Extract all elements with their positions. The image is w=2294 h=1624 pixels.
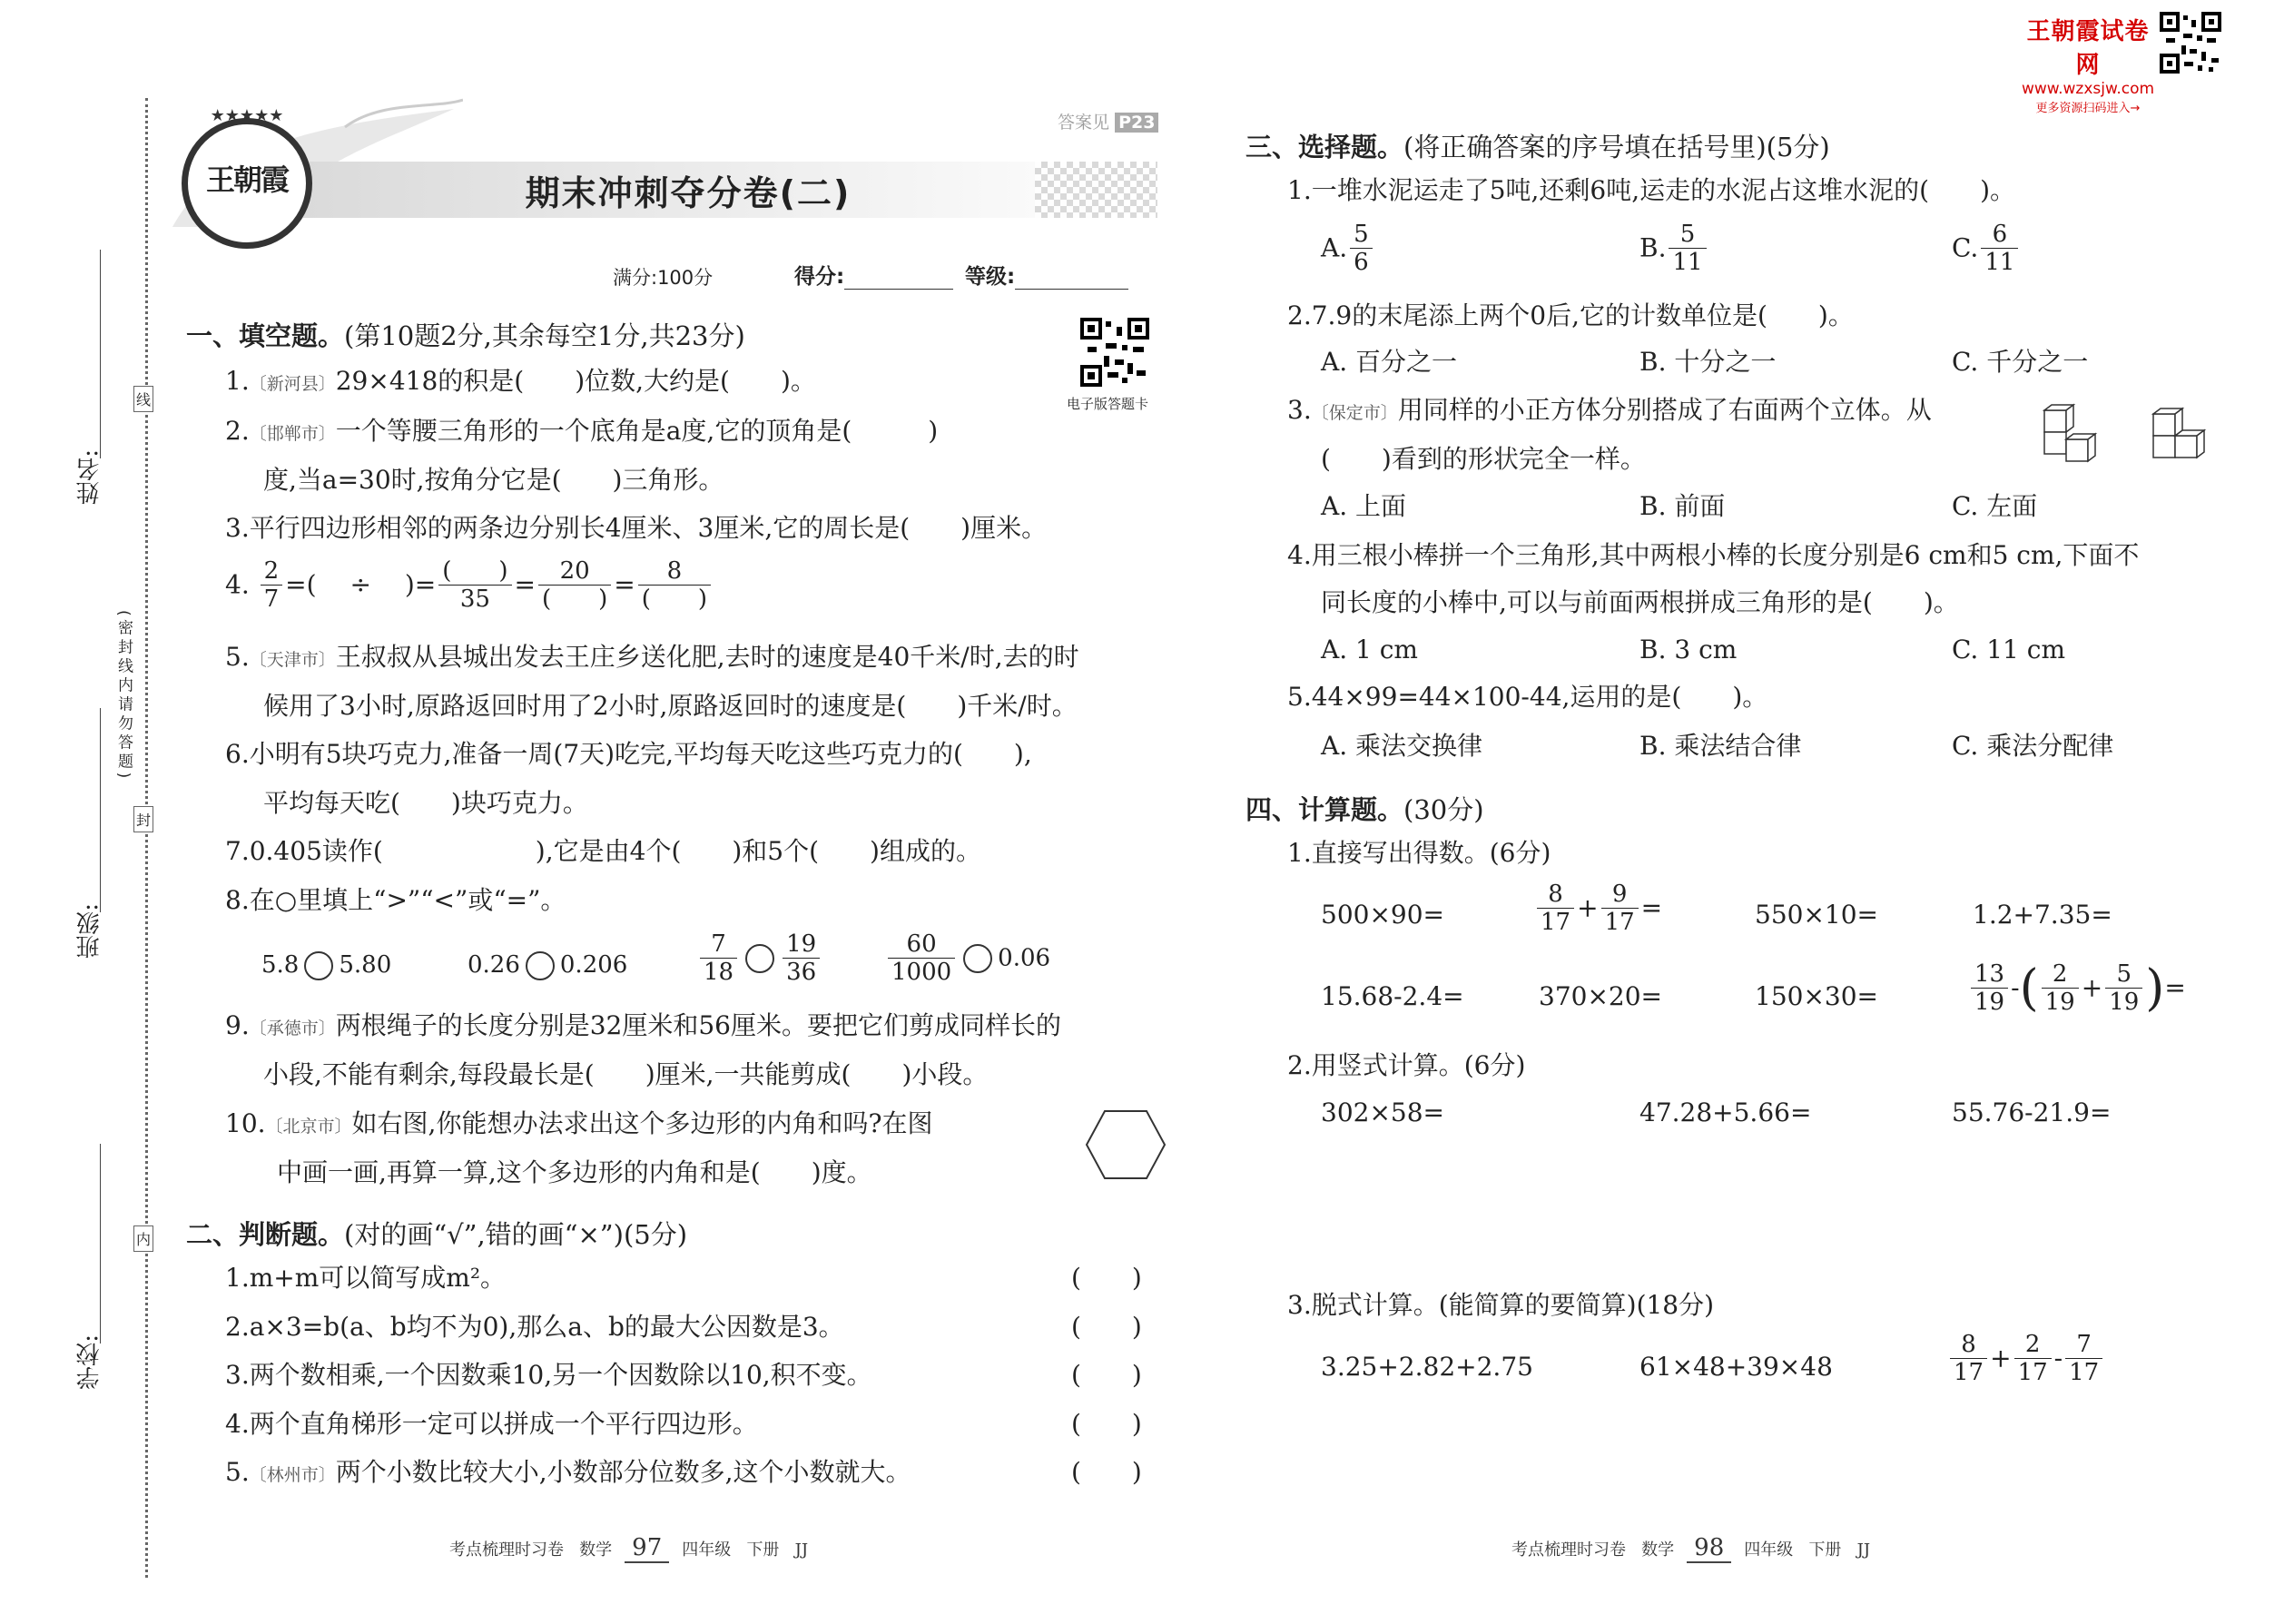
q-tag: 〔新河县〕 [249,374,336,394]
q-num: 3. [1287,1290,1312,1320]
judge-answer-paren[interactable]: ( ) [1071,1311,1142,1342]
q-num: 4. [1287,540,1312,570]
s3-q5-option-c[interactable]: C. 乘法分配律 [1952,731,2114,761]
fraction [1350,221,1373,276]
section1-heading: 一、填空题。 [186,320,345,351]
section3-title [1245,127,1830,164]
compare-value: 0.06 [998,944,1051,972]
banner-checker [1035,162,1157,218]
s3-q3-option-b[interactable]: B. 前面 [1639,491,1726,521]
q-num: 2. [1287,1050,1312,1080]
numerator: 5 [1350,221,1373,249]
footer-subject: 数学 [1641,1540,1675,1560]
q-text: 小明有5块巧克力,准备一周(7天)吃完,平均每天吃这些巧克力的( ), [249,739,1032,769]
q-tag: 〔保定市〕 [1311,403,1398,423]
judge-item [225,1456,911,1491]
denominator: 35 [459,586,490,613]
compare-value: 0.206 [559,951,628,979]
answer-ref [1058,109,1158,133]
binding-mark-bottom: 内 [133,1225,153,1252]
s3-q5 [1287,681,1767,714]
s1-q10 [225,1107,932,1143]
equals-sign: = [614,569,635,600]
answer-ref-page: P23 [1115,113,1158,133]
q-text: 一堆水泥运走了5吨,还剩6吨,运走的水泥占这堆水泥的( )。 [1311,175,2015,205]
footer-series: 考点梳理时习卷 [1511,1540,1626,1560]
q-tag: 〔林州市〕 [249,1465,336,1485]
brand-site: www.wzxsjw.com [2021,80,2155,98]
q-text: 两个数相乘,一个因数乘10,另一个因数除以10,积不变。 [249,1360,872,1390]
answer-ref-label: 答案见 [1058,113,1110,133]
denominator: 1000 [891,959,952,986]
page-title: 期末冲刺夺分卷(二) [525,173,852,213]
denominator: 18 [704,959,734,986]
compare-circle[interactable] [526,951,555,980]
s3-q3-line2: ( )看到的形状完全一样。 [1321,444,1646,474]
s1-q9 [225,1009,1061,1045]
option-letter: C. [1952,232,1979,263]
compare-circle[interactable] [304,951,333,980]
section3-heading: 三、选择题。 [1245,132,1404,162]
s3-q1-option-a[interactable] [1321,221,1375,276]
fraction [888,930,955,986]
full-score: 满分:100分 [613,267,714,289]
s1-q2 [225,415,938,450]
s3-q2-option-b[interactable]: B. 十分之一 [1639,347,1777,377]
q-tag: 〔邯郸市〕 [249,424,336,444]
s4-p2-e1: 302×58= [1321,1097,1444,1127]
s3-q1-option-c[interactable] [1952,221,2021,276]
section4-note: (30分) [1403,794,1484,825]
seal-note: (密封线内请勿答题) [114,610,133,782]
name-label: 姓名: [76,449,103,505]
s1-q1 [225,365,816,400]
denominator: ( ) [541,586,608,613]
q-text: m+m可以简写成m²。 [249,1263,507,1293]
s3-q4-option-b[interactable]: B. 3 cm [1639,635,1738,664]
s3-q2 [1287,300,1854,332]
q-num: 1. [1287,838,1312,868]
brand-name: 王朝霞试卷网 [2026,18,2150,79]
s3-q5-option-b[interactable]: B. 乘法结合律 [1639,731,1802,761]
equals-sign: = [514,569,536,600]
judge-answer-paren[interactable]: ( ) [1071,1360,1142,1390]
compare-value: 5.80 [339,951,392,979]
numerator: 7 [700,930,737,959]
option-letter: B. [1639,232,1667,263]
s3-q4-option-a[interactable]: A. 1 cm [1321,635,1418,664]
s3-q3-option-a[interactable]: A. 上面 [1321,491,1407,521]
numerator: 5 [1669,221,1706,249]
q-num: 5. [225,1457,250,1487]
denominator: 19 [2109,989,2140,1016]
denominator: 19 [1974,989,2005,1016]
brand-scan-hint: 更多资源扫码进入→ [2035,102,2141,115]
fraction [783,930,820,986]
footer-edition: JJ [1856,1540,1871,1560]
logo-stars-icon: ★★★★★ [210,106,284,125]
fraction [700,930,737,986]
judge-answer-paren[interactable]: ( ) [1071,1263,1142,1293]
s4-p1-e4: 1.2+7.35= [1973,900,2112,930]
hexagon-figure-icon [1085,1109,1167,1180]
section4-title [1245,790,1484,827]
footer-edition: JJ [794,1540,809,1560]
compare-circle[interactable] [963,944,992,973]
q-num: 3. [225,1360,250,1390]
q-tag: 〔天津市〕 [249,650,336,670]
s4-p2 [1287,1049,1525,1082]
q-text: 平行四边形相邻的两条边分别长4厘米、3厘米,它的周长是( )厘米。 [249,513,1048,543]
fraction [538,557,611,613]
s1-q9-line2: 小段,不能有剩余,每段最长是( )厘米,一共能剪成( )小段。 [263,1059,989,1089]
q-num: 3. [225,513,250,543]
answer-sheet-qr-icon[interactable] [1080,318,1149,387]
fraction [1981,221,2018,276]
denominator: 11 [1984,249,2015,276]
brand-block [2020,13,2156,115]
denominator: 36 [786,959,817,986]
q-num: 6. [225,739,250,769]
equals-sign: = [1640,892,1663,923]
equals-sign: = [2164,972,2186,1003]
judge-item [225,1262,506,1297]
q-num: 5. [225,642,250,672]
s4-p3-e1: 3.25+2.82+2.75 [1321,1352,1533,1382]
fraction [638,557,711,613]
numerator: 8 [1950,1331,1987,1359]
section2-note: (对的画“√”,错的画“×”)(5分) [344,1219,688,1250]
s3-q5-option-a[interactable]: A. 乘法交换律 [1321,731,1483,761]
denominator: 7 [263,586,280,613]
option-letter: A. [1321,232,1348,263]
right-paren-icon: ) [2145,959,2165,1017]
denominator: 11 [1672,249,1703,276]
q-text: 用三根小棒拼一个三角形,其中两根小棒的长度分别是6 cm和5 cm,下面不 [1311,540,2140,570]
score-blank[interactable] [844,261,953,290]
s3-q1-option-b[interactable] [1639,221,1709,276]
q-text: 两个小数比较大小,小数部分位数多,这个小数就大。 [335,1457,911,1487]
grade-blank[interactable] [1015,261,1128,290]
minus-sign: - [2053,1343,2063,1373]
denominator: 19 [2044,989,2075,1016]
s3-q4-option-c[interactable]: C. 11 cm [1952,635,2065,664]
fraction [1950,1331,1987,1386]
numerator: 2 [2042,960,2079,989]
q-text: 0.405读作( ),它是由4个( )和5个( )组成的。 [249,836,981,866]
s4-p2-e3: 55.76-21.9= [1952,1097,2112,1127]
s4-p1-e3: 550×10= [1755,900,1878,930]
score-label: 得分: [794,265,845,289]
s4-p1-e2 [1534,881,1662,936]
q-text: 29×418的积是( )位数,大约是( )。 [335,366,816,396]
footer-series: 考点梳理时习卷 [449,1540,564,1560]
s4-p1-e6: 370×20= [1539,981,1662,1011]
qr-caption: 电子版答题卡 [1067,396,1149,412]
s3-q2-option-c[interactable]: C. 千分之一 [1952,347,2089,377]
q-text: 直接写出得数。(6分) [1311,838,1551,868]
section2-title [186,1215,687,1252]
s4-p1-e7: 150×30= [1755,981,1878,1011]
denominator: 17 [1541,909,1571,936]
denominator: 17 [2017,1359,2048,1386]
q-num: 2. [1287,300,1312,330]
plus-sign: + [2081,972,2103,1003]
q-text: 脱式计算。(能简算的要简算)(18分) [1311,1290,1715,1320]
q-num: 1. [1287,175,1312,205]
fraction [1971,960,2008,1016]
section3-note: (将正确答案的序号填在括号里)(5分) [1403,132,1830,162]
s3-q4 [1287,539,2139,572]
cube-stack-right-icon [2151,405,2233,468]
denominator: 17 [1604,909,1635,936]
school-line [100,1144,101,1343]
s1-q7 [225,835,981,868]
judge-item [225,1408,758,1443]
denominator: 6 [1354,249,1369,276]
numerator: 5 [2105,960,2142,989]
cube-stack-left-icon [2043,403,2115,467]
s3-q3-option-c[interactable]: C. 左面 [1952,491,2038,521]
q-num: 4. [225,1408,250,1439]
q-text: 44×99=44×100-44,运用的是( )。 [1311,682,1768,712]
binding-dashed-line [145,98,148,1578]
s4-p3-e3 [1947,1331,2105,1386]
fraction [2065,1331,2102,1386]
section1-title [186,316,745,353]
section2-heading: 二、判断题。 [186,1219,345,1250]
s1-q8-compare-c [697,930,822,986]
school-label: 学校: [76,1334,103,1390]
score-field[interactable] [794,260,953,290]
left-paren-icon: ( [2019,959,2039,1017]
fraction [438,557,511,613]
numerator: 13 [1971,960,2008,989]
s1-q8-compare-d [885,930,1050,986]
q-num: 7. [225,836,250,866]
q-num: 1. [225,366,250,396]
s4-p1 [1287,837,1551,870]
q-num: 4. [225,569,250,600]
fraction [1601,881,1639,936]
s4-p2-e2: 47.28+5.66= [1639,1097,1812,1127]
s3-q4-line2: 同长度的小棒中,可以与前面两根拼成三角形的是( )。 [1321,587,1959,617]
footer-grade: 四年级 [1744,1540,1794,1560]
s3-q3 [1287,394,1932,429]
binding-mark-middle: 封 [133,806,153,832]
footer-right [1511,1534,1870,1563]
s3-q1 [1287,174,2015,207]
numerator: 8 [1537,881,1574,909]
s4-p1-e8 [1968,960,2186,1016]
page-number: 98 [1687,1534,1731,1563]
q-num: 1. [225,1263,250,1293]
judge-answer-paren[interactable]: ( ) [1071,1408,1142,1439]
s1-q8 [225,884,566,917]
s1-q10-line2: 中画一画,再算一算,这个多边形的内角和是( )度。 [277,1157,872,1187]
q-text: 两根绳子的长度分别是32厘米和56厘米。要把它们剪成同样长的 [335,1010,1061,1040]
minus-sign: - [2011,972,2020,1003]
q-tag: 〔承德市〕 [249,1019,336,1038]
plus-sign: + [1577,892,1599,923]
footer-grade: 四年级 [682,1540,732,1560]
footer-volume: 下册 [1808,1540,1842,1560]
footer-left [449,1534,808,1563]
logo-text: 王朝霞 [205,162,288,197]
judge-answer-paren[interactable]: ( ) [1071,1457,1142,1487]
numerator: 8 [638,557,711,586]
q-num: 2. [225,1311,250,1342]
name-line [100,250,101,458]
fraction [2042,960,2079,1016]
footer-volume: 下册 [746,1540,780,1560]
fraction [2014,1331,2052,1386]
q-text: =( ÷ )= [285,569,437,600]
q-text: 在○里填上“>”“<”或“=”。 [249,885,566,915]
q-num: 10. [225,1108,266,1138]
s1-q5 [225,641,1079,676]
q-text: a×3=b(a、b均不为0),那么a、b的最大公因数是3。 [249,1311,844,1342]
grade-field[interactable] [965,260,1128,290]
numerator: 2 [261,557,283,586]
s1-q8-compare-b [468,949,627,981]
plus-sign: + [1990,1343,2012,1373]
q-num: 5. [1287,682,1312,712]
s4-p1-e1: 500×90= [1321,900,1444,930]
fraction [1669,221,1706,276]
q-text: 两个直角梯形一定可以拼成一个平行四边形。 [249,1408,758,1439]
numerator: ( ) [438,557,511,586]
q-text: 如右图,你能想办法求出这个多边形的内角和吗?在图 [351,1108,933,1138]
q-text: 7.9的末尾添上两个0后,它的计数单位是( )。 [1311,300,1854,330]
denominator: 17 [1954,1359,1984,1386]
q-text: 王叔叔从县城出发去王庄乡送化肥,去时的速度是40千米/时,去的时 [335,642,1079,672]
s1-q5-line2: 候用了3小时,原路返回时用了2小时,原路返回时的速度是( )千米/时。 [263,691,1078,721]
grade-label: 等级: [965,265,1016,289]
footer-subject: 数学 [579,1540,613,1560]
numerator: 7 [2065,1331,2102,1359]
judge-item [225,1311,844,1346]
class-line [100,708,101,912]
s4-p1-e5: 15.68-2.4= [1321,981,1464,1011]
s1-q6 [225,738,1032,771]
binding-mark-top: 线 [133,386,153,412]
section4-heading: 四、计算题。 [1245,794,1404,825]
s1-q2-line2: 度,当a=30时,按角分它是( )三角形。 [263,465,724,495]
s1-q4 [225,557,714,613]
compare-value: 5.8 [261,951,300,979]
q-tag: 〔北京市〕 [265,1117,352,1137]
s1-q8-compare-a [261,949,391,981]
section1-note: (第10题2分,其余每空1分,共23分) [344,320,745,351]
s1-q6-line2: 平均每天吃( )块巧克力。 [263,788,588,818]
denominator: 17 [2069,1359,2100,1386]
judge-item [225,1359,872,1394]
denominator: ( ) [641,586,708,613]
page-number: 97 [625,1534,669,1563]
q-text: 一个等腰三角形的一个底角是a度,它的顶角是( ) [335,416,939,446]
q-text: 用竖式计算。(6分) [1311,1050,1526,1080]
q-text: 用同样的小正方体分别搭成了右面两个立体。从 [1397,395,1932,425]
q-num: 9. [225,1010,250,1040]
numerator: 2 [2014,1331,2052,1359]
fraction [2105,960,2142,1016]
compare-value: 0.26 [468,951,520,979]
brand-qr-icon[interactable] [2159,11,2222,74]
numerator: 9 [1601,881,1639,909]
class-label: 班级: [76,903,103,959]
s1-q3 [225,512,1047,545]
numerator: 20 [538,557,611,586]
numerator: 6 [1981,221,2018,249]
fraction [261,557,283,613]
q-num: 2. [225,416,250,446]
q-num: 3. [1287,395,1312,425]
numerator: 19 [783,930,820,959]
q-num: 8. [225,885,250,915]
s4-p3 [1287,1289,1714,1322]
numerator: 60 [888,930,955,959]
logo-badge [182,106,312,249]
compare-circle[interactable] [745,944,774,973]
s3-q2-option-a[interactable]: A. 百分之一 [1321,347,1458,377]
s4-p3-e2: 61×48+39×48 [1639,1352,1833,1382]
fraction [1537,881,1574,936]
